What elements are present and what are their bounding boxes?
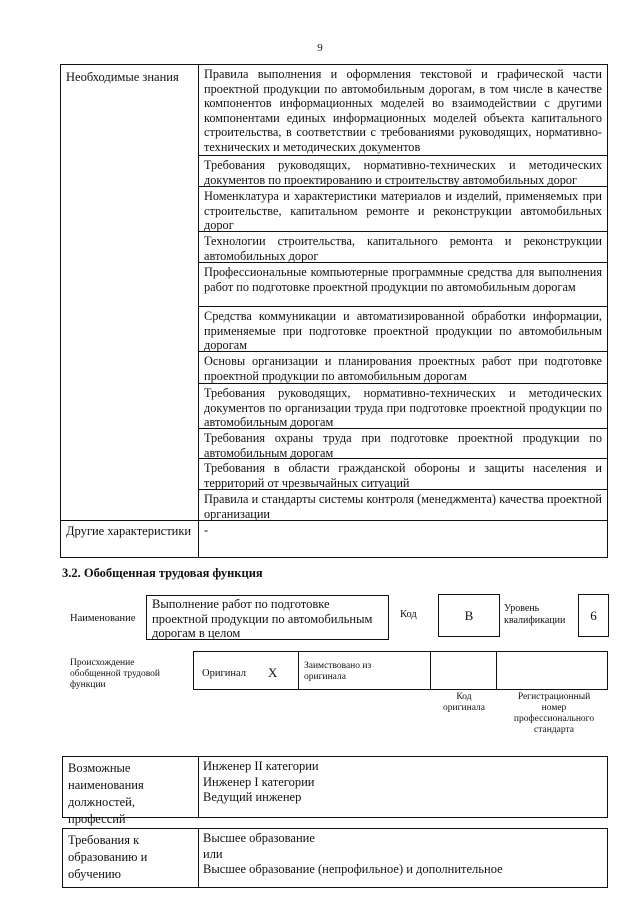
education-item: или bbox=[203, 846, 223, 861]
education-label: Требования к образованию и обучению bbox=[63, 829, 199, 887]
knowledge-item: Требования охраны труда при подготовке проектной продукции по автомобильным дорогам bbox=[199, 428, 607, 458]
function-name: Выполнение работ по подготовке проектной продукции по автомобильным дорогам в целом bbox=[146, 595, 389, 640]
level-label: Уровень квалификации bbox=[504, 603, 566, 626]
code-label: Код bbox=[400, 609, 417, 620]
original-label: Оригинал bbox=[202, 668, 246, 679]
position-item: Инженер I категории bbox=[203, 774, 315, 789]
code-value: В bbox=[438, 594, 500, 637]
education-list bbox=[199, 829, 607, 887]
origin-label: Происхождение обобщенной трудовой функции bbox=[70, 658, 160, 690]
knowledge-item: Номенклатура и характеристики материалов и изделий, применяемых при строительстве, капитальном ремонте и реконструкции автомобильных дорог bbox=[199, 186, 607, 231]
education-table bbox=[62, 828, 608, 888]
page-number: 9 bbox=[317, 42, 323, 54]
knowledge-label: Необходимые знания bbox=[61, 65, 199, 520]
grid-divider bbox=[298, 652, 299, 689]
positions-label: Возможные наименования должностей, профессий bbox=[63, 757, 199, 817]
knowledge-item: Профессиональные компьютерные программные средства для выполнения работ по подготовке проектной продукции по автомобильным дорогам bbox=[199, 262, 607, 306]
knowledge-item: Средства коммуникации и автоматизированной обработки информации, применяемые при подготовке проектной продукции по автомобильным дорогам bbox=[199, 306, 607, 351]
other-row bbox=[61, 520, 607, 557]
other-value: - bbox=[204, 523, 209, 537]
knowledge-item: Требования руководящих, нормативно-технических и методических документов по проектированию и строительству автомобильных дорог bbox=[199, 155, 607, 186]
position-item: Ведущий инженер bbox=[203, 790, 302, 804]
name-label: Наименование bbox=[70, 613, 136, 624]
knowledge-item: Технологии строительства, капитального ремонта и реконструкции автомобильных дорог bbox=[199, 231, 607, 262]
knowledge-row bbox=[61, 65, 607, 520]
knowledge-item: Основы организации и планирования проектных работ при подготовке проектной продукции по автомобильным дорогам bbox=[199, 351, 607, 383]
knowledge-item: Правила и стандарты системы контроля (менеджмента) качества проектной организации bbox=[199, 489, 607, 520]
other-label: Другие характеристики bbox=[61, 521, 199, 557]
level-value: 6 bbox=[578, 594, 609, 637]
knowledge-item: Требования руководящих, нормативно-технических и методических документов по организации труда при подготовке проектной продукции по автомобильным дорогам bbox=[199, 383, 607, 428]
grid-divider bbox=[496, 652, 497, 689]
knowledge-item: Правила выполнения и оформления текстовой и графической части проектной продукции по автомобильным дорогам, в том числе в качестве компонентов информационных моделей во взаимодействии с другими компонентами единых информационных моделей объекта капитального строительства, в соответствии с требованиями руководящих, нормативно-технических и методических документов bbox=[204, 67, 602, 154]
section-title: 3.2. Обобщенная трудовая функция bbox=[62, 566, 263, 580]
origin-grid bbox=[193, 651, 608, 690]
positions-table bbox=[62, 756, 608, 826]
grid-divider bbox=[430, 652, 431, 689]
positions-list bbox=[199, 757, 607, 817]
knowledge-item: Требования в области гражданской обороны и защиты населения и территорий от чрезвычайных ситуаций bbox=[199, 458, 607, 489]
reg-number-caption: Регистрационный номер профессионального стандарта bbox=[513, 692, 595, 735]
education-item: Высшее образование (непрофильное) и дополнительное bbox=[203, 862, 503, 876]
education-item: Высшее образование bbox=[203, 831, 315, 845]
position-item: Инженер II категории bbox=[203, 759, 319, 773]
original-mark: X bbox=[268, 665, 278, 680]
knowledge-items bbox=[199, 65, 607, 520]
knowledge-table bbox=[60, 64, 608, 558]
code-original-caption: Код оригинала bbox=[443, 692, 485, 713]
borrowed-label: Заимствовано из оригинала bbox=[304, 661, 372, 682]
